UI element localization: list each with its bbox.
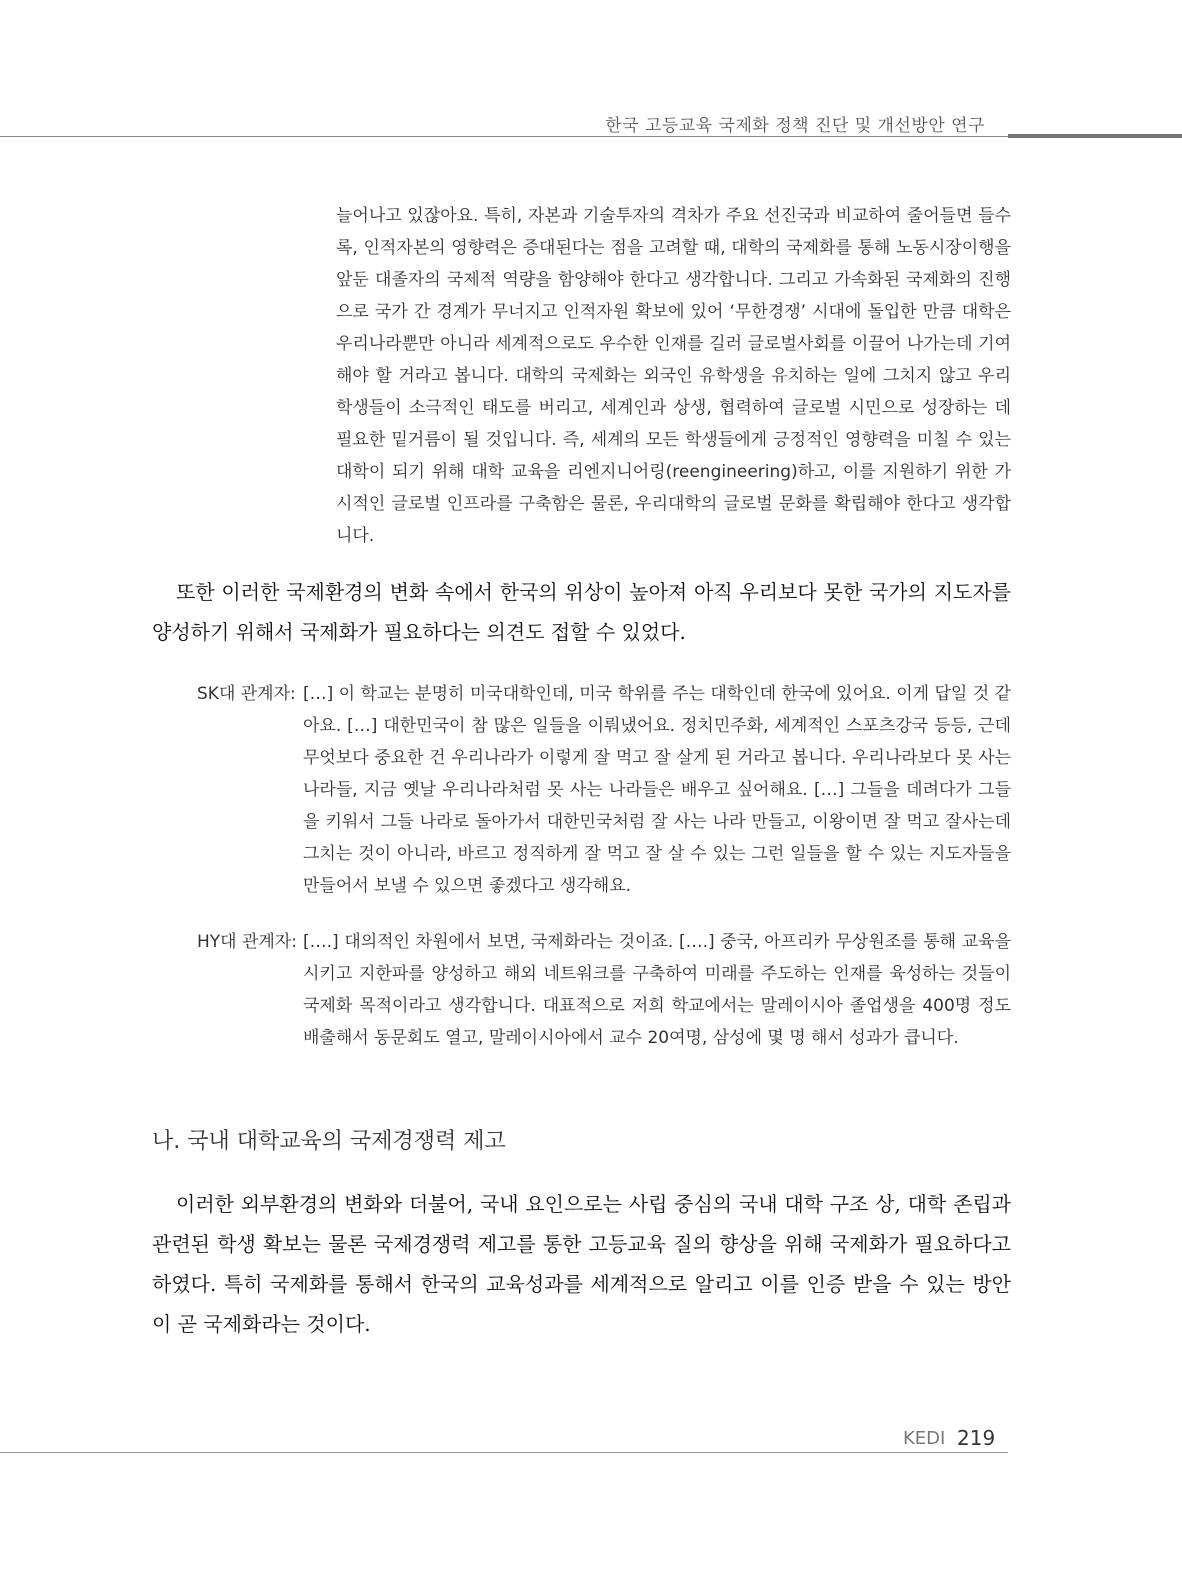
page-number: 219 xyxy=(957,1426,996,1450)
interview-text: [….] 대의적인 차원에서 보면, 국제화라는 것이죠. [….] 중국, 아프리카 무상원조를 통해 교육을 시키고 지한파를 양성하고 해외 네트워크를 구축하여 미래를 주도하는 인재를 육성하는 것들이 국제화 목적이라고 생각합니다. 대표적으로 저희 학교에서는 말레이시아 졸업생을 400명 정도 배출해서 동문회도 열고, 말레이시아에서 교수 20여명, 삼성에 몇 명 해서 성과가 큽니다. xyxy=(303,932,1011,1048)
interview-quote-sk xyxy=(197,678,1011,902)
section-heading: 나. 국내 대학교육의 국제경쟁력 제고 xyxy=(152,1129,506,1154)
interview-speaker: SK대 관계자: xyxy=(197,684,296,704)
interview-text: […] 이 학교는 분명히 미국대학인데, 미국 학위를 주는 대학인데 한국에 있어요. 이게 답일 것 같아요. […] 대한민국이 참 많은 일들을 이뤄냈어요. 정치민주화, 세계적인 스포츠강국 등등, 근데 무엇보다 중요한 건 우리나라가 이렇게 잘 먹고 잘 살게 된 거라고 봅니다. 우리나라보다 못 사는 나라들, 지금 옛날 우리나라처럼 못 사는 나라들은 배우고 싶어해요. […] 그들을 데려다가 그들을 키워서 그들 나라로 돌아가서 대한민국처럼 잘 사는 나라 만들고, 이왕이면 잘 먹고 잘사는데 그치는 것이 아니라, 바르고 정직하게 잘 먹고 잘 살 수 있는 그런 일들을 할 수 있는 지도자들을 만들어서 보낼 수 있으면 좋겠다고 생각해요. xyxy=(303,684,1011,896)
body-paragraph-2: 이러한 외부환경의 변화와 더불어, 국내 요인으로는 사립 중심의 국내 대학 구조 상, 대학 존립과 관련된 학생 확보는 물론 국제경쟁력 제고를 통한 고등교육 질의 향상을 위해 국제화가 필요하다고 하였다. 특히 국제화를 통해서 한국의 교육성과를 세계적으로 알리고 이를 인증 받을 수 있는 방안이 곧 국제화라는 것이다. xyxy=(152,1192,1011,1336)
header-rule-accent xyxy=(1008,134,1182,138)
body-paragraph-1: 또한 이러한 국제환경의 변화 속에서 한국의 위상이 높아져 아직 우리보다 못한 국가의 지도자를 양성하기 위해서 국제화가 필요하다는 의견도 접할 수 있었다. xyxy=(152,580,1011,644)
interview-quote-continuation: 늘어나고 있잖아요. 특히, 자본과 기술투자의 격차가 주요 선진국과 비교하여 줄어들면 들수록, 인적자본의 영향력은 증대된다는 점을 고려할 때, 대학의 국제화를 통해 노동시장이행을 앞둔 대졸자의 국제적 역량을 함양해야 한다고 생각합니다. 그리고 가속화된 국제화의 진행으로 국가 간 경계가 무너지고 인적자원 확보에 있어 ‘무한경쟁’ 시대에 돌입한 만큼 대학은 우리나라뿐만 아니라 세계적으로도 우수한 인재를 길러 글로벌사회를 이끌어 나가는데 기여해야 할 거라고 봅니다. 대학의 국제화는 외국인 유학생을 유치하는 일에 그치지 않고 우리 학생들이 소극적인 태도를 버리고, 세계인과 상생, 협력하여 글로벌 시민으로 성장하는 데 필요한 밑거름이 될 것입니다. 즉, 세계의 모든 학생들에게 긍정적인 영향력을 미칠 수 있는 대학이 되기 위해 대학 교육을 리엔지니어링(reengineering)하고, 이를 지원하기 위한 가시적인 글로벌 인프라를 구축함은 물론, 우리대학의 글로벌 문화를 확립해야 한다고 생각합니다. xyxy=(336,206,1011,546)
footer-rule xyxy=(0,1452,1008,1453)
interview-quote-hy xyxy=(197,926,1011,1054)
running-header-title: 한국 고등교육 국제화 정책 진단 및 개선방안 연구 xyxy=(605,116,985,136)
header-rule xyxy=(0,136,1008,137)
interview-speaker: HY대 관계자: xyxy=(197,932,297,952)
footer-publisher: KEDI xyxy=(903,1428,946,1449)
